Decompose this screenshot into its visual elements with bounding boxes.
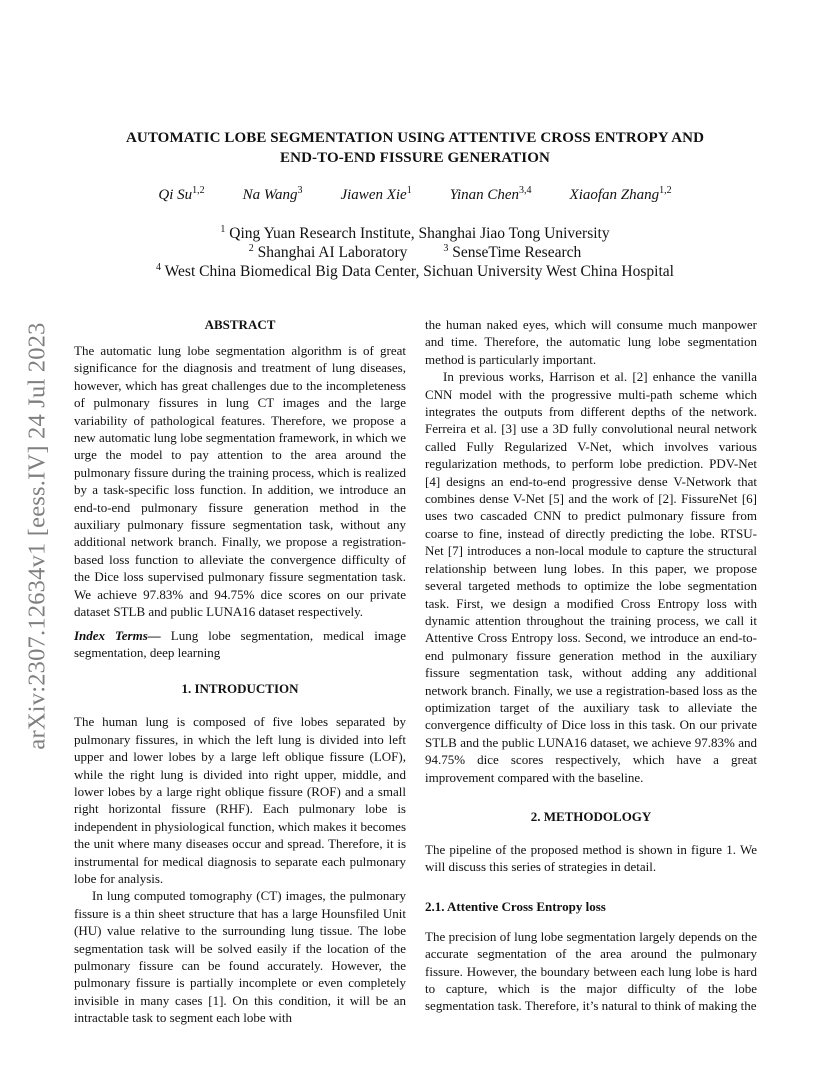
author: Jiawen Xie$^1$ xyxy=(340,185,412,203)
paper-title-line-2: END-TO-END FISSURE GENERATION xyxy=(280,150,550,166)
author-list xyxy=(90,184,740,206)
subsection-heading: 2.1. Attentive Cross Entropy loss xyxy=(425,898,606,914)
author: Xiaofan Zhang$^{1,2}$ xyxy=(569,185,672,203)
intro-paragraph-1: The human lung is composed of five lobes separated by pulmonary fissures, in which the left lung is divided into left upper and lower lobes by a large left oblique fissure (LOF), while the right lung is divided into right upper, middle, and lower lobes by a large right oblique fissure (ROF) and a small right horizontal fissure (RHF). Each pulmonary lobe is independent in physiological function, which makes it becomes the unit where many diseases occur and spread. Therefore, it is instrumental for medical diagnosis to separate each pulmonary lobe for analysis. xyxy=(74,714,406,886)
left-column xyxy=(74,316,406,1027)
affiliation-line-1: $^1$ Qing Yuan Research Institute, Shanghai Jiao Tong University xyxy=(220,224,610,242)
author: Qi Su$^{1,2}$ xyxy=(158,185,205,203)
methodology-paragraph: The pipeline of the proposed method is shown in figure 1. We will discuss this series of strategies in detail. xyxy=(425,841,757,875)
right-paragraph-2: In previous works, Harrison et al. [2] enhance the vanilla CNN model with the progressive multi-path scheme which integrates the outputs from different depths of the network. Ferreira et al. [3] use a 3D fully convolutional neural network called Fully Regularized V-Net, which involves various regularization methods, to perform lobe prediction. PDV-Net [4] designs an end-to-end progressive dense V-Network that combines dense V-Net [5] and the work of [2]. FissureNet [6] uses two cascaded CNN to predict pulmonary fissure from coarse to fine, instead of directly predicting the lobe. RTSU-Net [7] introduces a non-local module to capture the structural relationship between lung lobes. In this paper, we propose several targeted methods to optimize the lobe segmentation task. First, we design a modified Cross Entropy loss with dynamic attention throughout the training process, we call it Attentive Cross Entropy loss. Second, we introduce an end-to-end pulmonary fissure generation method in the auxiliary fissure segmentation task, without adding any additional network branch. Finally, we use a registration-based loss as the optimization target of the auxiliary task to alleviate the convergence difficulty of Dice loss in this task. On our private STLB and the public LUNA16 dataset, we achieve 97.83% and 94.75% dice scores respectively, which have a great improvement compared with the baseline. xyxy=(425,369,757,785)
affiliation-line-3: $^4$ West China Biomedical Big Data Center, Sichuan University West China Hospital xyxy=(156,262,674,280)
index-terms xyxy=(74,627,406,662)
abstract-heading: ABSTRACT xyxy=(204,317,276,332)
abstract-text: The automatic lung lobe segmentation algorithm is of great significance for the diagnosis and treatment of lung diseases, however, which has great challenges due to the incompleteness of pulmonary fissures in lung CT images and the large variability of pathological features. Therefore, we propose a new automatic lung lobe segmentation framework, in which we urge the model to pay attention to the area around the pulmonary fissure during the training process, which is realized by a task-specific loss function. In addition, we introduce an end-to-end pulmonary fissure generation method in the auxiliary pulmonary fissure segmentation task, without any additional network branch. Finally, we propose a registration-based loss function to alleviate the convergence difficulty of the Dice loss supervised pulmonary fissure segmentation task. We achieve 97.83% and 94.75% dice scores on our private dataset STLB and public LUNA16 dataset respectively. xyxy=(74,343,406,620)
intro-paragraph-2: In lung computed tomography (CT) images, the pulmonary fissure is a thin sheet structure that has a large Hounsfiled Unit (HU) value relative to the surrounding lung tissue. The lobe segmentation task will be solved easily if the location of the pulmonary fissure can be found accurately. However, the pulmonary fissure is partially incomplete or even completely invisible in many cases [1]. On this condition, it will be an intractable task to segment each lobe with xyxy=(74,888,406,1026)
author: Na Wang$^3$ xyxy=(242,185,303,203)
right-paragraph-1: the human naked eyes, which will consume much manpower and time. Therefore, the automatic lung lobe segmentation method is particularly important. xyxy=(425,317,757,367)
paper-title-line-1: AUTOMATIC LOBE SEGMENTATION USING ATTENTIVE CROSS ENTROPY AND xyxy=(125,130,704,146)
author: Yinan Chen$^{3,4}$ xyxy=(449,185,532,203)
arxiv-identifier-text: arXiv:2307.12634v1 [eess.IV] 24 Jul 2023 xyxy=(24,322,52,750)
affiliations xyxy=(90,224,740,281)
paper-title xyxy=(90,128,740,168)
index-terms-label: Index Terms— xyxy=(74,627,161,643)
introduction-heading: 1. INTRODUCTION xyxy=(181,681,299,697)
affiliation-line-2: $^2$ Shanghai AI Laboratory $^3$ SenseTime Research xyxy=(248,243,582,261)
attentive-ce-paragraph: The precision of lung lobe segmentation largely depends on the accurate segmentation of the area around the pulmonary fissure. However, the boundary between each lung lobe is hard to capture, which is the major difficulty of the lobe segmentation task. Therefore, it’s natural to think of making the xyxy=(425,928,757,1014)
methodology-heading: 2. METHODOLOGY xyxy=(530,808,652,824)
arxiv-identifier-stamp xyxy=(16,296,60,776)
index-terms-text: Lung lobe segmentation, medical image segmentation, deep learning xyxy=(74,627,406,660)
right-column xyxy=(425,316,757,1015)
